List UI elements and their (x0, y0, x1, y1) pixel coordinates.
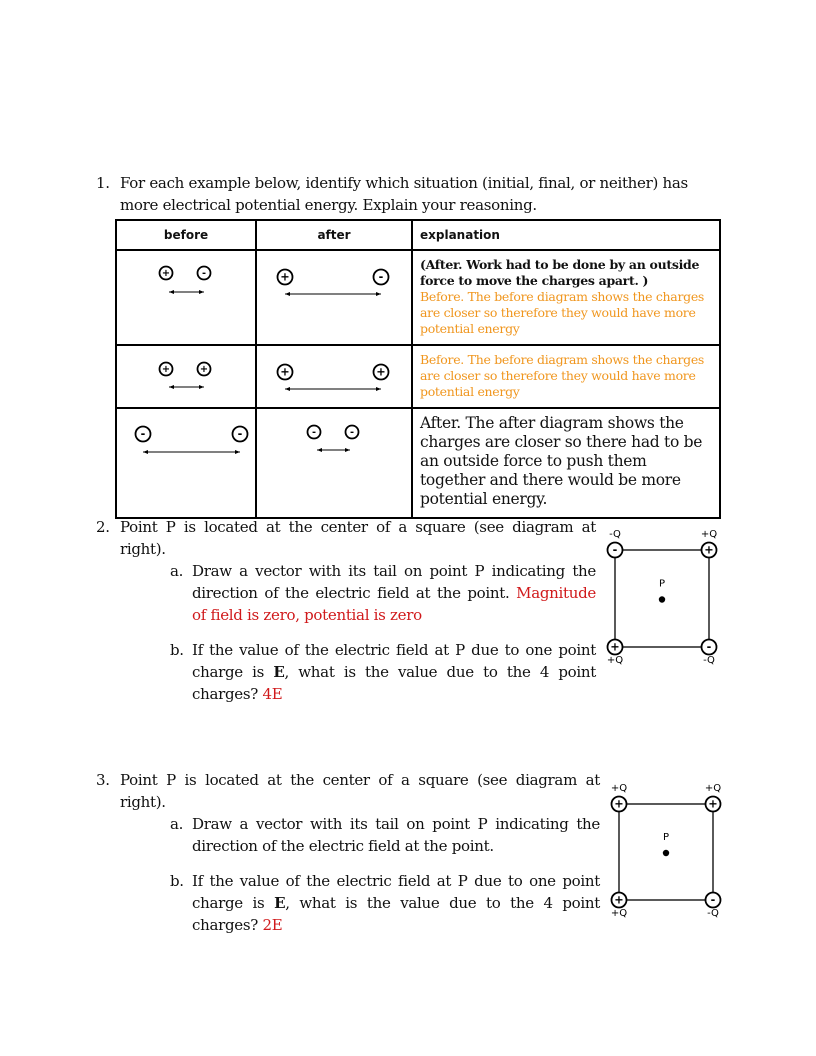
q2-charge-br (702, 640, 717, 655)
row1-after-charge-1 (278, 270, 293, 285)
svg-text:-: - (706, 640, 712, 654)
svg-text:+: + (280, 365, 290, 379)
q3-point-dot (663, 850, 669, 856)
row3-before-charge-2 (233, 427, 248, 442)
svg-text:-: - (311, 426, 317, 438)
svg-text:+: + (280, 270, 290, 284)
q2-charge-label-bl: +Q (606, 655, 624, 666)
q3b-question-2: , what is the value due to the 4 point charges? (192, 894, 601, 934)
header-before: before (116, 220, 256, 250)
q1-number: 1. (96, 174, 110, 192)
svg-text:-: - (378, 270, 384, 284)
svg-text:-: - (237, 427, 243, 441)
q3-charge-tl (612, 797, 627, 812)
q2-number: 2. (96, 518, 110, 536)
svg-text:+: + (614, 797, 624, 811)
row3-explanation: After. The after diagram shows the charges are closer so there had to be an outside force to push them together and there would be more potential energy. (412, 408, 720, 518)
row3-after-charge-1 (308, 426, 321, 439)
row1-explanation-orange: Before. The before diagram shows the charges are closer so therefore they would have more potential energy (420, 289, 705, 336)
q2b-question-1: If the value of the electric field at P due to one point charge is (192, 641, 596, 681)
q3-charge-tr (706, 797, 721, 812)
q3-square-diagram (611, 783, 721, 919)
q3b-label: b. (170, 872, 184, 890)
q2-point-label: P (658, 578, 666, 590)
q3-number: 3. (96, 771, 110, 789)
q3-charge-label-br: -Q (707, 908, 719, 919)
row2-explanation-orange: Before. The before diagram shows the charges are closer so therefore they would have more potential energy (420, 352, 705, 399)
q2-text: Point P is located at the center of a square (see diagram at right). (120, 518, 596, 558)
q3-charge-label-bl: +Q (610, 908, 628, 919)
q2-square-diagram (607, 529, 717, 666)
q3-charge-label-tr: +Q (704, 783, 722, 794)
q2b-text (192, 639, 596, 705)
svg-text:+: + (704, 543, 714, 557)
q1-text-line2: more electrical potential energy. Explain your reasoning. (120, 196, 537, 214)
q3b-E: E (274, 894, 286, 912)
svg-text:-: - (140, 427, 146, 441)
q3-text: Point P is located at the center of a square (see diagram at right). (120, 771, 600, 811)
svg-text:-: - (201, 267, 207, 279)
q3-charge-br (706, 893, 721, 908)
q2-charge-label-tl: -Q (609, 529, 621, 540)
q3a-text: Draw a vector with its tail on point P indicating the direction of the electric field at the point. (192, 815, 600, 855)
q2-charge-label-tr: +Q (700, 529, 718, 540)
row3-after-charge-2 (346, 426, 359, 439)
q2b-question-2: , what is the value due to the 4 point charges? (192, 663, 596, 703)
header-explanation: explanation (412, 220, 720, 250)
row1-before-charge-2 (198, 267, 211, 280)
svg-text:+: + (161, 267, 171, 279)
svg-text:+: + (161, 363, 171, 375)
q3-charge-label-tl: +Q (610, 783, 628, 794)
q2b-answer: 4E (262, 685, 283, 703)
header-after: after (256, 220, 412, 250)
row2-after-charge-2 (374, 365, 389, 380)
q2-point-dot (659, 596, 665, 602)
row2-after-charge-1 (278, 365, 293, 380)
svg-text:+: + (610, 640, 620, 654)
q3-charge-bl (612, 893, 627, 908)
q2-charge-bl (608, 640, 623, 655)
row1-after-charge-2 (374, 270, 389, 285)
row2-before-charge-2 (198, 363, 211, 376)
svg-text:-: - (349, 426, 355, 438)
row3-before-charge-1 (136, 427, 151, 442)
q3-point-label: P (662, 832, 670, 843)
row1-before-charge-1 (160, 267, 173, 280)
svg-text:+: + (199, 363, 209, 375)
svg-text:+: + (376, 365, 386, 379)
q3b-question-1: If the value of the electric field at P due to one point charge is (192, 872, 600, 912)
q2a-question: Draw a vector with its tail on point P indicating the direction of the electric field at the point. (192, 562, 596, 602)
q3b-answer: 2E (262, 916, 283, 934)
q2b-label: b. (170, 641, 184, 659)
svg-text:+: + (708, 797, 718, 811)
q2a-text (192, 560, 596, 626)
row2-before-charge-1 (160, 363, 173, 376)
svg-text:+: + (614, 893, 624, 907)
svg-text:-: - (612, 543, 618, 557)
q2-charge-tr (702, 543, 717, 558)
q2-charge-tl (608, 543, 623, 558)
q2b-E: E (273, 663, 285, 681)
q2a-label: a. (170, 562, 184, 580)
svg-text:-: - (710, 893, 716, 907)
row1-explanation-black: (After. Work had to be done by an outside force to move the charges apart. ) (420, 257, 700, 288)
q2a-answer: Magnitude of field is zero, potential is zero (192, 584, 597, 624)
q3a-label: a. (170, 815, 184, 833)
q3b-text (192, 870, 600, 936)
q2-charge-label-br: -Q (703, 655, 715, 666)
q1-text-line1: For each example below, identify which situation (initial, final, or neither) has (120, 174, 688, 192)
